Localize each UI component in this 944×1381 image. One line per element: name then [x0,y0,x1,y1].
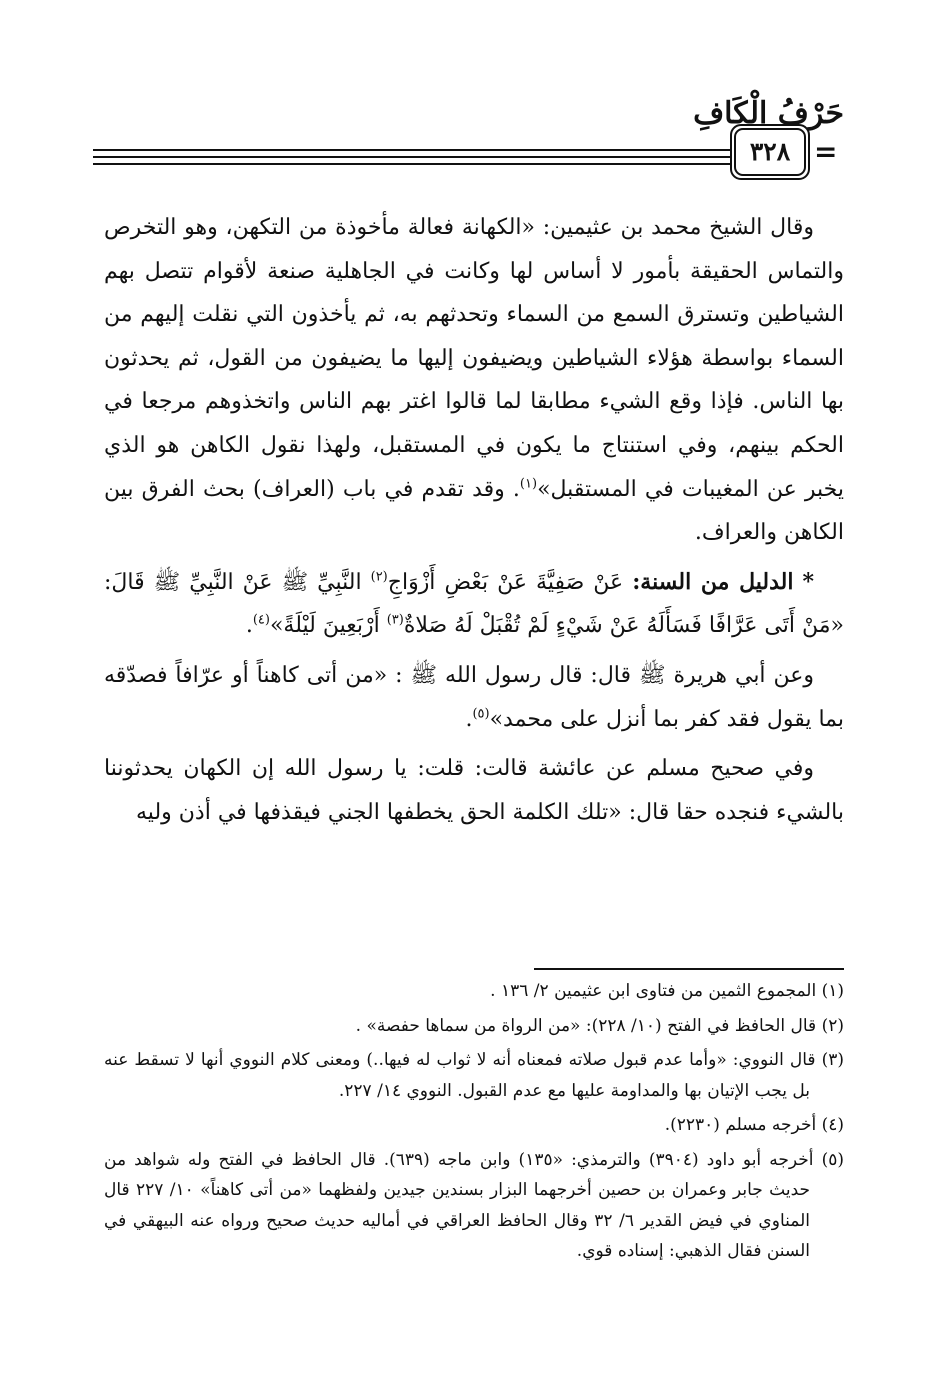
chapter-title: حَرْفُ الْكَافِ [693,96,844,131]
footnote-4: (٤) أخرجه مسلم (٢٢٣٠). [664,1115,844,1135]
paragraph-text: وقال الشيخ محمد بن عثيمين: «الكهانة فعالة مأخوذة من التكهن، وهو التخرص والتماس الحقيقة بأمور لا أساس لها وكانت في الجاهلية صنعة لأقوام تتصل بهم الشياطين وتسترق السمع من السماء وتحدثهم به، ثم يأخذون التي نقلت إليهم من السماء بواسطة هؤلاء الشياطين ويضيفون إليها ما يضيفون من القول، ثم يحدثون بها الناس. فإذا وقع الشيء مطابقا لما قالوا اغتر بهم الناس واتخذوهم مرجعا في الحكم بينهم، وفي استنتاج ما يكون في المستقبل، ولهذا نقول الكاهن هو الذي يخبر عن المغيبات في المستقبل» [104,215,845,502]
paragraph-tail: . وقد تقدم في باب (العراف) بحث الفرق بين الكاهن والعراف. [104,476,844,546]
page-number: ٣٢٨ [734,128,806,176]
footnotes [104,976,844,1267]
main-text [104,206,844,834]
paragraph-sunnah-evidence [104,561,844,648]
hadith-end: . [245,613,253,639]
header-rule-top [93,149,730,151]
hadith-text-c: أَرْبَعِينَ لَيْلَةً» [269,613,387,639]
footnote-2: (٢) قال الحافظ في الفتح (١٠/ ٢٢٨): «من الرواة من سماها حفصة» . [355,1015,844,1036]
footnote-ref-3: (٣) [386,613,404,629]
footnote-3: (٣) قال النووي: «وأما عدم قبول صلاته فمعناه أنه لا ثواب له فيها..) ومعنى كلام النووي أنها لا تسقط عنه بل يجب الإتيان بها والمداومة عليها مع عدم القبول. النووي ١٤/ ٢٢٧. [104,1050,844,1101]
footnote-separator [534,968,844,970]
paragraph-text: وفي صحيح مسلم عن عائشة قالت: قلت: يا رسول الله إن الكهان يحدثوننا بالشيء فنجده حقا قال: «تلك الكلمة الحق يخطفها الجني فيقذفها في أذن وليه [104,756,844,825]
footnote-1: (١) المجموع الثمين من فتاوى ابن عثيمين ٢/ ١٣٦ . [490,981,844,1001]
paragraph-abu-hurayrah [104,654,844,741]
hadith-text-a: عَنْ صَفِيَّةَ عَنْ بَعْضِ أَزْوَاجِ [387,569,633,595]
paragraph-sahih-muslim [104,747,844,834]
footnote-ref-1: (١) [519,476,538,492]
hadith-text-b: النَّبِيِّ ﷺ عَنْ النَّبِيِّ ﷺ قَالَ: «مَنْ أَتَى عَرَّافًا فَسَأَلَهُ عَنْ شَيْءٍ لَمْ تُقْبَلْ لَهُ صَلاةٌ [104,569,844,639]
paragraph-text: وعن أبي هريرة ﷺ قال: قال رسول الله ﷺ : «من أتى كاهناً أو عرّافاً فصدّقه بما يقول فقد كفر بما أنزل على محمد» [104,662,844,732]
footnote-ref-4: (٤) [252,613,270,629]
footnote-ref-5: (٥) [472,706,490,722]
footnote-5: (٥) أخرجه أبو داود (٣٩٠٤) والترمذي: «١٣٥) وابن ماجه (٦٣٩). قال الحافظ في الفتح وله شواهد من حديث جابر وعمران بن حصين أخرجهما البزار بسندين جيدين ولفظهما «من أتى كاهناً» ١٠/ ٢٢٧ قال المناوي في فيض القدير ٦/ ٣٢ وقال الحافظ العراقي في أماليه حديث صحيح ورواه عنه البيهقي في السنن فقال الذهبي: إسناده قوي. [104,1149,844,1261]
header-rule-bottom [93,163,730,165]
header-rule-middle [93,156,730,158]
footnote-ref-2: (٢) [370,569,388,585]
header-equals-mark: = [814,135,838,168]
paragraph-ibn-uthaymeen [104,206,844,555]
star-marker: * [802,568,814,595]
paragraph-end: . [465,706,473,732]
evidence-label: الدليل من السنة: [632,568,794,595]
